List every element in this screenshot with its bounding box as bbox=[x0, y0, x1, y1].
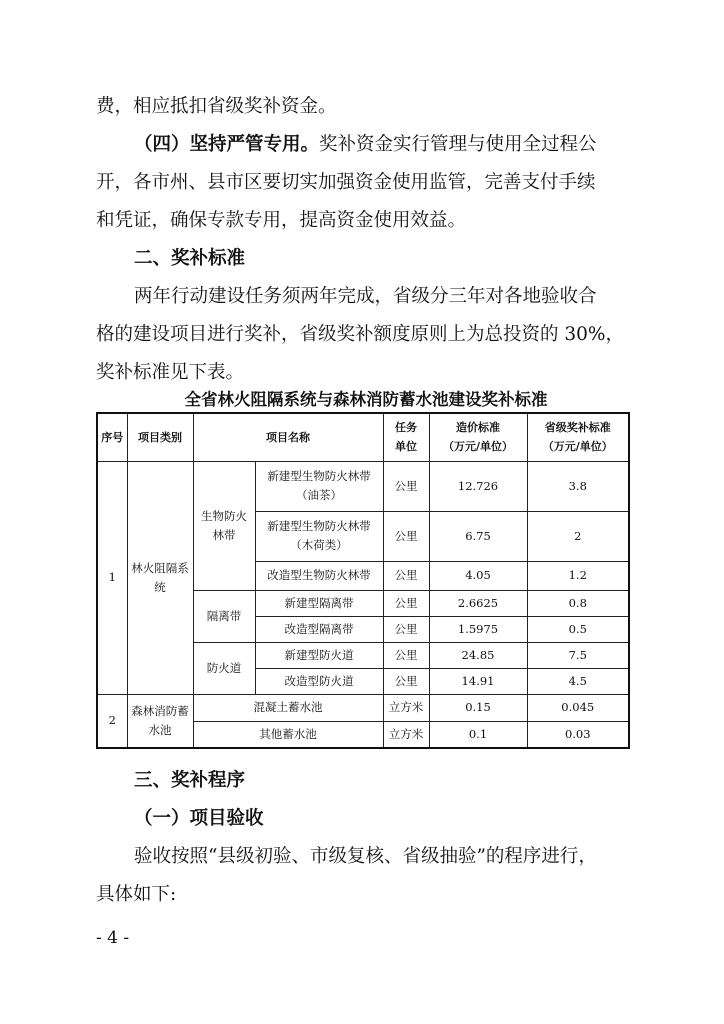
table-row bbox=[97, 461, 629, 511]
header-cost: 造价标准 （万元/单位） bbox=[429, 413, 527, 461]
group-no: 1 bbox=[97, 461, 127, 694]
paragraph-line: 和凭证，确保专款专用，提高资金使用效益。 bbox=[96, 210, 467, 231]
section-heading: 三、奖补程序 bbox=[134, 770, 246, 791]
item-unit: 公里 bbox=[383, 561, 429, 590]
item-name: 改造型防火道 bbox=[255, 668, 383, 694]
item-subsidy: 3.8 bbox=[527, 461, 629, 511]
item-subsidy: 2 bbox=[527, 511, 629, 561]
item-name: 新建型生物防火林带 （油茶） bbox=[255, 461, 383, 511]
header-no: 序号 bbox=[97, 413, 127, 461]
page-number: - 4 - bbox=[96, 928, 130, 948]
item-unit: 公里 bbox=[383, 511, 429, 561]
item-cost: 4.05 bbox=[429, 561, 527, 590]
section-heading-bold: （四）坚持严管专用。 bbox=[134, 134, 320, 155]
header-subsidy: 省级奖补标准 （万元/单位） bbox=[527, 413, 629, 461]
item-subsidy: 0.8 bbox=[527, 590, 629, 616]
paragraph-line: 格的建设项目进行奖补，省级奖补额度原则上为总投资的 30%， bbox=[96, 324, 625, 345]
paragraph-line: 费，相应抵扣省级奖补资金。 bbox=[96, 96, 337, 117]
item-subsidy: 1.2 bbox=[527, 561, 629, 590]
item-unit: 公里 bbox=[383, 616, 429, 642]
subsidy-standard-table bbox=[96, 412, 630, 749]
item-unit: 公里 bbox=[383, 590, 429, 616]
item-subsidy: 4.5 bbox=[527, 668, 629, 694]
item-cost: 1.5975 bbox=[429, 616, 527, 642]
item-name: 混凝土蓄水池 bbox=[193, 694, 383, 721]
item-name: 其他蓄水池 bbox=[193, 721, 383, 748]
item-cost: 2.6625 bbox=[429, 590, 527, 616]
item-name: 新建型生物防火林带 （木荷类） bbox=[255, 511, 383, 561]
item-unit: 公里 bbox=[383, 642, 429, 668]
item-unit: 立方米 bbox=[383, 721, 429, 748]
item-cost: 24.85 bbox=[429, 642, 527, 668]
paragraph-line: 具体如下: bbox=[96, 884, 177, 905]
paragraph-line: 开，各市州、县市区要切实加强资金使用监管，完善支付手续 bbox=[96, 172, 596, 193]
item-cost: 0.1 bbox=[429, 721, 527, 748]
item-cost: 12.726 bbox=[429, 461, 527, 511]
item-name: 新建型防火道 bbox=[255, 642, 383, 668]
paragraph-text: 奖补资金实行管理与使用全过程公 bbox=[319, 134, 597, 155]
section-heading: 二、奖补标准 bbox=[134, 248, 246, 269]
item-subsidy: 0.5 bbox=[527, 616, 629, 642]
table-header-row bbox=[97, 413, 629, 461]
header-name: 项目名称 bbox=[193, 413, 383, 461]
item-cost: 6.75 bbox=[429, 511, 527, 561]
item-unit: 公里 bbox=[383, 461, 429, 511]
paragraph-line: 验收按照“县级初验、市级复核、省级抽验”的程序进行， bbox=[134, 846, 597, 867]
item-name: 改造型隔离带 bbox=[255, 616, 383, 642]
header-unit: 任务 单位 bbox=[383, 413, 429, 461]
item-cost: 0.15 bbox=[429, 694, 527, 721]
item-subsidy: 0.03 bbox=[527, 721, 629, 748]
item-cost: 14.91 bbox=[429, 668, 527, 694]
header-category: 项目类别 bbox=[127, 413, 193, 461]
item-unit: 立方米 bbox=[383, 694, 429, 721]
item-name: 改造型生物防火林带 bbox=[255, 561, 383, 590]
subsection-heading: （一）项目验收 bbox=[134, 808, 264, 829]
group-category: 林火阻隔系统 bbox=[127, 461, 193, 694]
table-caption: 全省林火阻隔系统与森林消防蓄水池建设奖补标准 bbox=[184, 390, 548, 409]
item-subsidy: 0.045 bbox=[527, 694, 629, 721]
subcategory-road: 防火道 bbox=[193, 642, 255, 694]
item-subsidy: 7.5 bbox=[527, 642, 629, 668]
paragraph-line: 两年行动建设任务须两年完成，省级分三年对各地验收合 bbox=[134, 286, 597, 307]
group-no: 2 bbox=[97, 694, 127, 748]
table-row bbox=[97, 694, 629, 721]
item-unit: 公里 bbox=[383, 668, 429, 694]
subcategory-isolation: 隔离带 bbox=[193, 590, 255, 642]
item-name: 新建型隔离带 bbox=[255, 590, 383, 616]
paragraph-line bbox=[134, 126, 674, 164]
paragraph-line: 奖补标准见下表。 bbox=[96, 362, 245, 383]
subcategory-bio: 生物防火林带 bbox=[193, 461, 255, 590]
group-category: 森林消防蓄水池 bbox=[127, 694, 193, 748]
